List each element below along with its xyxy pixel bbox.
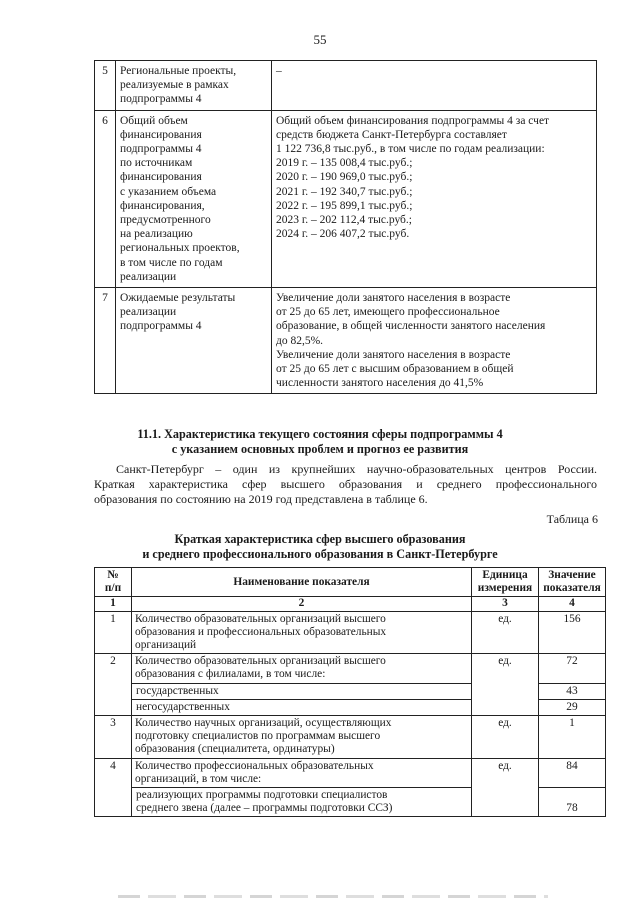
row-name [132, 611, 472, 654]
value-line: 2021 г. – 192 340,7 тыс.руб.; [276, 185, 413, 198]
value-line: Общий объем финансирования подпрограммы 4 за счет [276, 114, 550, 127]
row-value: 84 [539, 758, 606, 787]
label-line: по источникам [120, 157, 193, 170]
index-row [95, 597, 606, 611]
row-unit: ед. [472, 654, 539, 716]
header-num [95, 568, 132, 597]
row-number: 6 [95, 110, 116, 287]
value-line: Увеличение доли занятого населения в возрасте [276, 292, 511, 305]
value-line: от 25 до 65 лет с высшим образованием в общей [276, 363, 514, 376]
table-row [95, 758, 606, 787]
label-line: реализации [120, 306, 177, 319]
name-line: Количество образовательных организаций высшего [135, 655, 386, 668]
row-unit: ед. [472, 716, 539, 759]
table-row [95, 288, 597, 394]
value-line: 2023 г. – 202 112,4 тыс.руб.; [276, 214, 412, 227]
name-line: организаций [135, 639, 197, 652]
header-text: п/п [104, 582, 122, 595]
row-value: 1 [539, 716, 606, 759]
value-line: 2024 г. – 206 407,2 тыс.руб. [276, 228, 410, 241]
education-table [94, 567, 606, 817]
table-row [95, 61, 597, 111]
name-line: образования (специалитета, ординатуры) [135, 743, 335, 756]
table-row [95, 716, 606, 759]
label-line: финансирования [120, 128, 202, 141]
value-line: – [276, 65, 282, 77]
label-line: с указанием объема [120, 185, 217, 198]
paragraph-line: образования по состоянию на 2019 год представлена в таблице 6. [94, 492, 428, 507]
row-unit: ед. [472, 611, 539, 654]
row-number: 5 [95, 61, 116, 111]
row-value: 156 [539, 611, 606, 654]
header-text: показателя [543, 582, 601, 595]
value-line: 1 122 736,8 тыс.руб., в том числе по годам реализации: [276, 143, 545, 156]
subrow-name [132, 788, 472, 817]
value-line: средств бюджета Санкт-Петербурга составляет [276, 128, 507, 141]
passport-table [94, 60, 597, 394]
label-line: финансирования [120, 171, 202, 184]
row-value [272, 61, 597, 111]
index-cell: 2 [132, 597, 472, 611]
page-number: 55 [313, 32, 327, 47]
index-cell: 4 [539, 597, 606, 611]
section-heading [60, 427, 580, 457]
value-line: образование, в общей численности занятого населения [276, 320, 546, 333]
header-text: измерения [477, 582, 533, 595]
subrow-value: 78 [539, 788, 606, 817]
label-line: Общий объем [120, 114, 188, 127]
value-line: Увеличение доли занятого населения в возрасте [276, 348, 511, 361]
label-line: на реализацию [120, 228, 193, 241]
row-name [132, 716, 472, 759]
paragraph-line: Краткая характеристика сфер высшего образования и среднего профессионального [94, 477, 597, 492]
table-row [95, 110, 597, 287]
paragraph-line: Санкт-Петербург – один из крупнейших научно-образовательных центров России. [116, 462, 597, 476]
table-label: Таблица 6 [546, 512, 598, 526]
row-label [116, 110, 272, 287]
table-row [95, 654, 606, 683]
label-line: в том числе по годам [120, 256, 223, 269]
row-value: 72 [539, 654, 606, 683]
index-cell: 3 [472, 597, 539, 611]
table-title [60, 532, 580, 562]
header-unit [472, 568, 539, 597]
header-text: № [107, 569, 119, 581]
section-heading-line: с указанием основных проблем и прогноз ее развития [171, 442, 469, 456]
name-line: Количество профессиональных образовательных [135, 759, 374, 772]
intro-paragraph [94, 462, 597, 508]
subrow-name: негосударственных [132, 699, 472, 715]
label-line: реализуемые в рамках [120, 79, 229, 92]
name-line: среднего звена (далее – программы подготовки ССЗ) [136, 802, 393, 815]
name-line: подготовку специалистов по программам высшего [135, 730, 381, 743]
label-line: подпрограммы 4 [120, 320, 202, 333]
table-title-line: Краткая характеристика сфер высшего образования [174, 532, 466, 546]
label-line: подпрограммы 4 [120, 143, 202, 156]
name-line: Количество образовательных организаций высшего [135, 612, 386, 625]
subrow-value: 29 [539, 699, 606, 715]
row-value [272, 288, 597, 394]
row-name [132, 654, 472, 683]
label-line: финансирования, [120, 199, 205, 212]
label-line: подпрограммы 4 [120, 93, 202, 106]
row-number: 7 [95, 288, 116, 394]
name-line: организаций, в том числе: [135, 772, 262, 785]
name-line: образования с филиалами, в том числе: [135, 668, 326, 681]
label-line: предусмотренного [120, 214, 211, 227]
table-row [95, 611, 606, 654]
header-name: Наименование показателя [132, 568, 472, 597]
subrow-value: 43 [539, 683, 606, 699]
header-text: Единица [482, 569, 528, 581]
label-line: Ожидаемые результаты [120, 292, 236, 305]
row-number: 3 [95, 716, 132, 759]
bottom-scan-artifact [118, 895, 548, 898]
row-label [116, 61, 272, 111]
label-line: реализации [120, 270, 177, 283]
table-title-line: и среднего профессионального образования в Санкт-Петербурге [142, 547, 498, 561]
header-row [95, 568, 606, 597]
value-line: 2019 г. – 135 008,4 тыс.руб.; [276, 157, 413, 170]
index-cell: 1 [95, 597, 132, 611]
value-line: до 82,5%. [276, 334, 324, 347]
row-value [272, 110, 597, 287]
header-text: Значение [548, 569, 596, 581]
header-value [539, 568, 606, 597]
name-line: Количество научных организаций, осуществляющих [135, 717, 392, 730]
value-line: от 25 до 65 лет, имеющего профессиональное [276, 306, 500, 319]
row-number: 4 [95, 758, 132, 817]
section-heading-line: 11.1. Характеристика текущего состояния сферы подпрограммы 4 [137, 427, 503, 441]
label-line: Региональные проекты, [120, 65, 237, 77]
label-line: региональных проектов, [120, 242, 240, 255]
row-number: 2 [95, 654, 132, 716]
row-label [116, 288, 272, 394]
name-line: образования и профессиональных образовательных [135, 625, 387, 638]
subrow-name: государственных [132, 683, 472, 699]
value-line: 2022 г. – 195 899,1 тыс.руб.; [276, 199, 413, 212]
row-name [132, 758, 472, 787]
value-line: численности занятого населения до 41,5% [276, 377, 484, 390]
value-line: 2020 г. – 190 969,0 тыс.руб.; [276, 171, 413, 184]
name-line: реализующих программы подготовки специалистов [136, 789, 388, 802]
row-unit: ед. [472, 758, 539, 817]
row-number: 1 [95, 611, 132, 654]
